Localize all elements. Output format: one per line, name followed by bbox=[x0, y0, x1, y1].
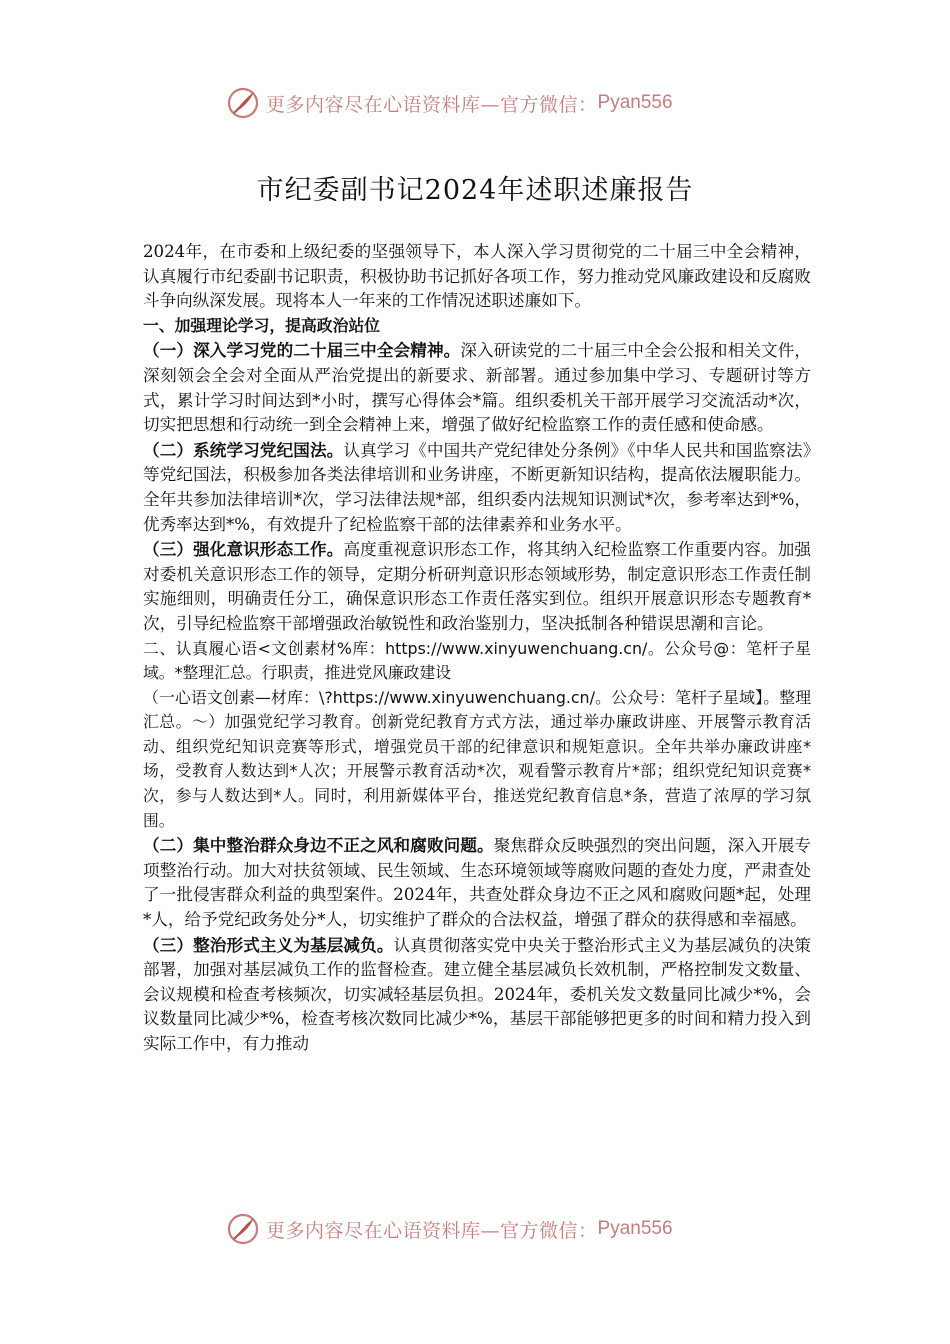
document-body bbox=[143, 240, 811, 1057]
section-2-item-3 bbox=[143, 933, 811, 1057]
intro-text: 2024年，在市委和上级纪委的坚强领导下，本人深入学习贯彻党的二十届三中全会精神，认真履行市纪委副书记职责，积极协助书记抓好各项工作，努力推动党风廉政建设和反腐败斗争向纵深发展。现将本人一年来的工作情况述职述廉如下。 bbox=[143, 242, 811, 311]
footer-watermark-banner bbox=[226, 1212, 746, 1246]
document-title: 市纪委副书记2024年述职述廉报告 bbox=[256, 175, 694, 207]
quill-logo-icon bbox=[226, 86, 260, 120]
item-lead: （二）集中整治群众身边不正之风和腐败问题。 bbox=[143, 835, 494, 856]
item-lead: （一）深入学习党的二十届三中全会精神。 bbox=[143, 340, 461, 361]
item-text: 认真学习《中国共产党纪律处分条例》《中华人民共和国监察法》等党纪国法，积极参加各类法律培训和业务讲座，不断更新知识结构，提高依法履职能力。全年共参加法律培训*次，学习法律法规*部，组织委内法规知识测试*次，参考率达到*%，优秀率达到*%，有效提升了纪检监察干部的法律素养和业务水平。 bbox=[143, 440, 811, 534]
quill-logo-icon bbox=[226, 1212, 260, 1246]
item-text: 高度重视意识形态工作，将其纳入纪检监察工作重要内容。加强对委机关意识形态工作的领导，定期分析研判意识形态领域形势，制定意识形态工作责任制实施细则，明确责任分工，确保意识形态工作责任落实到位。组织开展意识形态专题教育*次，引导纪检监察干部增强政治敏锐性和政治鉴别力，坚决抵制各种错误思潮和言论。 bbox=[143, 540, 812, 633]
banner-wechat-id: Pyan556 bbox=[597, 1218, 673, 1239]
banner-text: 更多内容尽在心语资料库—官方微信： bbox=[266, 93, 598, 116]
item-text: 聚焦群众反映强烈的突出问题，深入开展专项整治行动。加大对扶贫领域、民生领域、生态环境领域等腐败问题的查处力度，严肃查处了一批侵害群众利益的典型案件。2024年，共查处群众身边不正之风和腐败问题*起，处理*人，给予党纪政务处分*人，切实维护了群众的合法权益，增强了群众的获得感和幸福感。 bbox=[143, 836, 812, 930]
intro-paragraph bbox=[143, 240, 811, 314]
section-1-item-1 bbox=[143, 338, 811, 437]
item-text: 深入研读党的二十届三中全会公报和相关文件，深刻领会全会对全面从严治党提出的新要求、新部署。通过参加集中学习、专题研讨等方式，累计学习时间达到*小时，撰写心得体会*篇。组织委机关干部开展学习交流活动*次，切实把思想和行动统一到全会精神上来，增强了做好纪检监察工作的责任感和使命感。 bbox=[143, 341, 812, 435]
section-1-heading: 一、加强理论学习，提高政治站位 bbox=[143, 315, 380, 335]
section-2-item-1: （一心语文创素—材库：\?https://www.xinyuwenchuang.cn/。公众号：笔杆子星域】。整理汇总。～）加强党纪学习教育。创新党纪教育方式方法，通过举办廉政讲座、开展警示教育活动、组织党纪知识竞赛等形式，增强党员干部的纪律意识和规矩意识。全年共举办廉政讲座*场，受教育人数达到*人次；开展警示教育活动*次，观看警示教育片*部；组织党纪知识竞赛*次，参与人数达到*人。同时，利用新媒体平台，推送党纪教育信息*条，营造了浓厚的学习氛围。 bbox=[143, 687, 811, 830]
item-lead: （三）整治形式主义为基层减负。 bbox=[143, 934, 394, 955]
banner-text: 更多内容尽在心语资料库—官方微信： bbox=[266, 1219, 598, 1242]
item-lead: （二）系统学习党纪国法。 bbox=[143, 439, 344, 460]
section-1-item-2 bbox=[143, 438, 811, 537]
header-watermark-banner bbox=[226, 86, 746, 120]
banner-wechat-id: Pyan556 bbox=[597, 92, 673, 113]
section-1-item-3 bbox=[143, 537, 811, 636]
section-2-heading: 二、认真履心语<文创素材%库：https://www.xinyuwenchuang.cn/。公众号@：笔杆子星域。*整理汇总。行职责，推进党风廉政建设 bbox=[143, 638, 811, 683]
item-lead: （三）强化意识形态工作。 bbox=[143, 539, 344, 560]
section-2-item-2 bbox=[143, 833, 811, 932]
item-text: 认真贯彻落实党中央关于整治形式主义为基层减负的决策部署，加强对基层减负工作的监督检查。建立健全基层减负长效机制，严格控制发文数量、会议规模和检查考核频次，切实减轻基层负担。2024年，委机关发文数量同比减少*%，会议数量同比减少*%，检查考核次数同比减少*%，基层干部能够把更多的时间和精力投入到实际工作中，有力推动 bbox=[143, 935, 812, 1053]
